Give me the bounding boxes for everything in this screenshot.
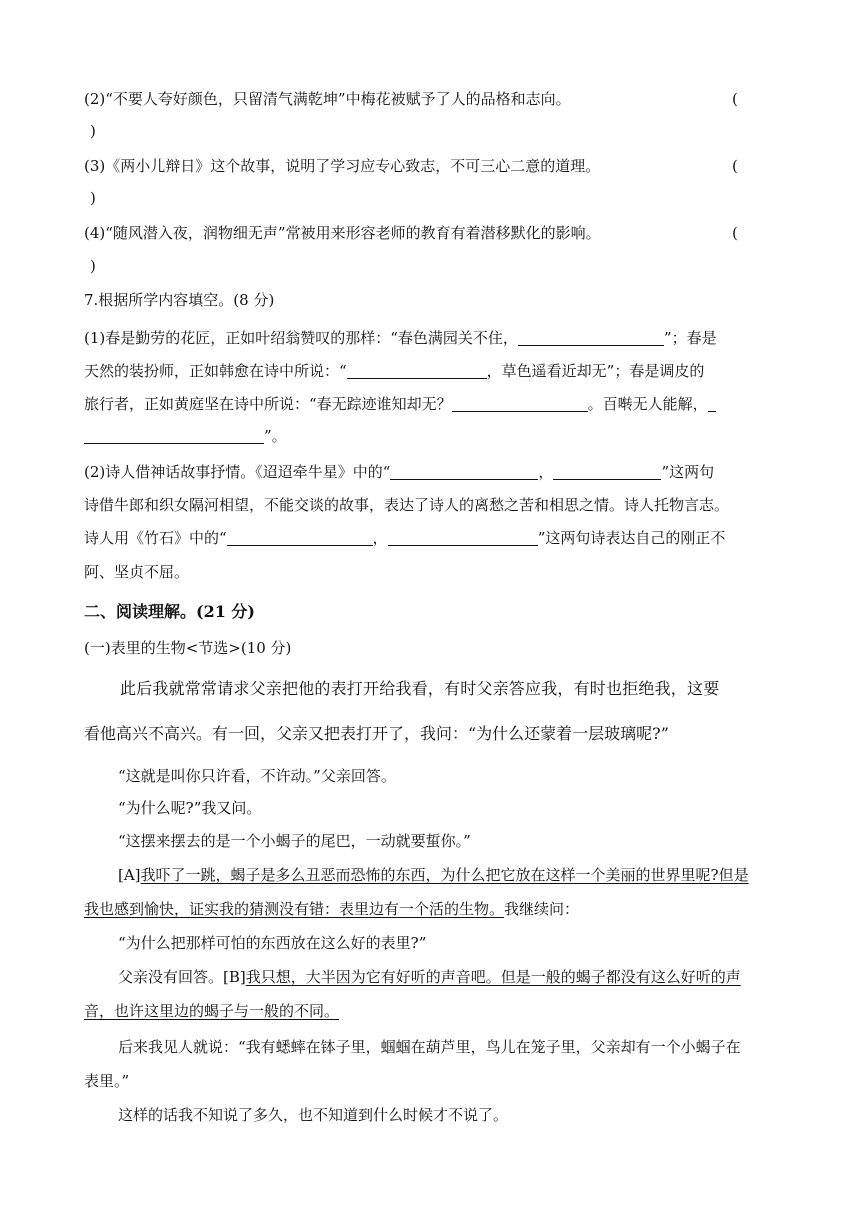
blank-7[interactable] bbox=[227, 529, 373, 546]
blank-4[interactable] bbox=[84, 427, 264, 444]
passage-line bbox=[84, 1000, 339, 1022]
fill-text: ”这两句诗表达自己的刚正不 bbox=[537, 529, 726, 547]
fill-text: ， bbox=[538, 463, 554, 481]
fill-line bbox=[84, 425, 287, 447]
passage-line: 表里。” bbox=[84, 1072, 130, 1090]
fill-line bbox=[84, 461, 714, 483]
passage-line: 后来我见人就说：“我有蟋蟀在钵子里，蝈蝈在葫芦里，鸟儿在笼子里，父亲却有一个小蝎子在 bbox=[118, 1038, 741, 1056]
fill-text: (1)春是勤劳的花匠，正如叶绍翁赞叹的那样：“春色满园关不住， bbox=[84, 329, 518, 347]
passage-text: 我继续问： bbox=[504, 900, 580, 918]
passage-line: 这样的话我不知说了多久，也不知道到什么时候才不说了。 bbox=[118, 1106, 509, 1124]
blank-3[interactable] bbox=[452, 395, 588, 412]
blank-8[interactable] bbox=[388, 529, 538, 546]
fill-text: ，草色遥看近却无”；春是调皮的 bbox=[486, 362, 705, 380]
passage-line: 看他高兴不高兴。有一回，父亲又把表打开了，我问：“为什么还蒙着一层玻璃呢?” bbox=[84, 724, 669, 743]
blank-5[interactable] bbox=[390, 463, 538, 480]
fill-text: 诗借牛郎和织女隔河相望，不能交谈的故事，表达了诗人的离愁之苦和相思之情。诗人托物言志。 bbox=[84, 496, 730, 514]
underlined-sentence-a: 我吓了一跳，蝎子是多么丑恶而恐怖的东西，为什么把它放在这样一个美丽的世界里呢?但是 bbox=[140, 866, 749, 884]
passage-line: 此后我就常常请求父亲把他的表打开给我看，有时父亲答应我，有时也拒绝我，这要 bbox=[120, 679, 720, 698]
fill-text: 。百啭无人能解， bbox=[587, 395, 708, 413]
mark-b: [B] bbox=[223, 968, 246, 986]
answer-paren-close: ) bbox=[90, 122, 96, 140]
blank-1[interactable] bbox=[518, 329, 664, 346]
passage-line: “这摆来摆去的是一个小蝎子的尾巴，一动就要蜇你。” bbox=[118, 832, 471, 850]
answer-paren-open[interactable]: ( bbox=[732, 157, 738, 175]
fill-line bbox=[84, 393, 716, 415]
judge-text: (4)“随风潜入夜，润物细无声”常被用来形容老师的教育有着潜移默化的影响。 bbox=[84, 224, 601, 242]
blank-4-start[interactable] bbox=[708, 395, 716, 412]
judge-text: (3)《两小儿辩日》这个故事，说明了学习应专心致志，不可三心二意的道理。 bbox=[84, 157, 601, 175]
fill-line bbox=[84, 360, 704, 382]
fill-text: ， bbox=[372, 529, 388, 547]
section-heading: 二、阅读理解。(21 分) bbox=[84, 602, 255, 621]
fill-text: (2)诗人借神话故事抒情。《迢迢牵牛星》中的“ bbox=[84, 463, 391, 481]
passage-line-b bbox=[118, 966, 741, 988]
passage-line bbox=[84, 898, 579, 920]
passage-line: “为什么呢?”我又问。 bbox=[118, 799, 262, 817]
blank-2[interactable] bbox=[347, 362, 487, 379]
fill-text: 天然的装扮师，正如韩愈在诗中所说：“ bbox=[84, 362, 347, 380]
blank-6[interactable] bbox=[553, 463, 661, 480]
underlined-sentence-b: 音，也许这里边的蝎子与一般的不同。 bbox=[84, 1002, 340, 1020]
answer-paren-open[interactable]: ( bbox=[732, 90, 738, 108]
passage-line: “这就是叫你只许看，不许动。”父亲回答。 bbox=[118, 767, 396, 785]
fill-text: 阿、坚贞不屈。 bbox=[84, 563, 190, 581]
answer-paren-open[interactable]: ( bbox=[732, 224, 738, 242]
question-7-title: 7.根据所学内容填空。(8 分) bbox=[84, 291, 275, 309]
fill-text: ”这两句 bbox=[661, 463, 715, 481]
fill-text: 旅行者，正如黄庭坚在诗中所说：“春无踪迹谁知却无？ bbox=[84, 395, 452, 413]
answer-paren-close: ) bbox=[90, 257, 96, 275]
passage-text: 父亲没有回答。 bbox=[118, 968, 224, 986]
answer-paren-close: ) bbox=[90, 189, 96, 207]
fill-line bbox=[84, 527, 725, 549]
judge-text: (2)“不要人夸好颜色，只留清气满乾坤”中梅花被赋予了人的品格和志向。 bbox=[84, 90, 571, 108]
fill-text: ”。 bbox=[264, 427, 287, 445]
fill-text: 诗人用《竹石》中的“ bbox=[84, 529, 227, 547]
fill-line bbox=[84, 327, 717, 349]
passage-title: (一)表里的生物<节选>(10 分) bbox=[84, 639, 292, 657]
underlined-sentence-b: 我只想，大半因为它有好听的声音吧。但是一般的蝎子都没有这么好听的声 bbox=[245, 968, 741, 986]
passage-line: “为什么把那样可怕的东西放在这么好的表里?” bbox=[118, 934, 427, 952]
passage-line-a bbox=[118, 864, 749, 886]
fill-text: ”；春是 bbox=[663, 329, 717, 347]
underlined-sentence-a: 我也感到愉快，证实我的猜测没有错：表里边有一个活的生物。 bbox=[84, 900, 505, 918]
mark-a: [A] bbox=[118, 866, 141, 884]
